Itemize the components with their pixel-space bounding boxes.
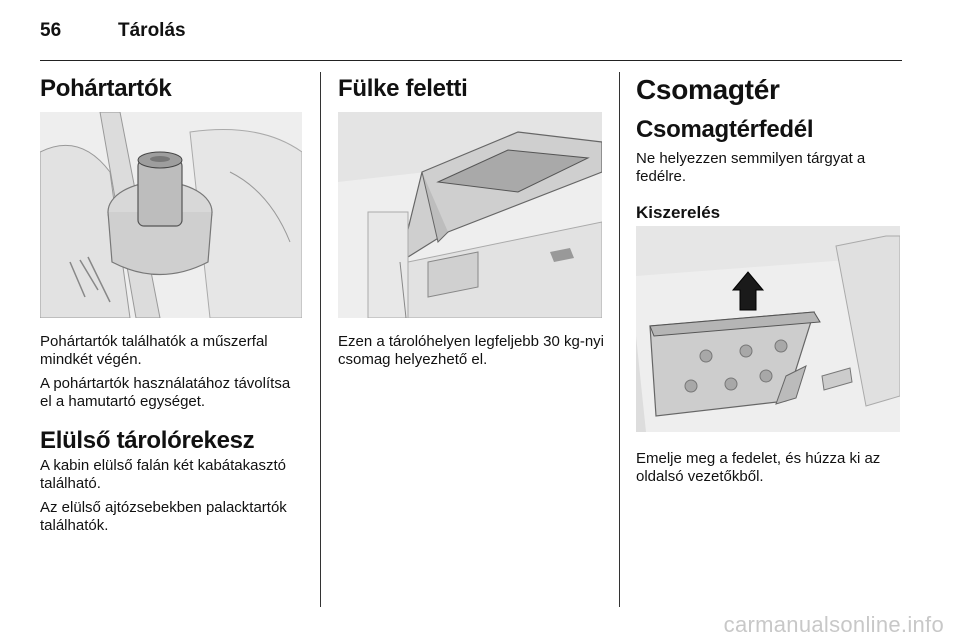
subsection-title-removal: Kiszerelés [636,203,721,222]
chapter-title: Tárolás [118,20,186,41]
paragraph: Az elülső ajtózsebekben palacktartók találhatók. [40,499,287,534]
column-luggage [636,72,902,224]
subsection-title-luggage-cover: Csomagtérfedél [636,116,814,143]
section-title-front-storage: Elülső tárolórekesz [40,427,255,454]
paragraph: A pohártartók használatához távolítsa el a hamutartó egységet. [40,375,291,410]
column-divider [320,72,321,607]
removal-text [636,450,902,486]
section-title-luggage: Csomagtér [636,74,780,105]
cup-holder-illustration [40,112,302,318]
paragraph: Ezen a tárolóhelyen legfeljebb 30 kg-nyi csomag helyezhető el. [338,333,605,368]
paragraph: Ne helyezzen semmilyen tárgyat a fedélre. [636,150,866,185]
column-cup-holders [40,72,304,106]
overhead-storage-text [338,333,604,369]
page-number: 56 [40,20,62,41]
section-title-overhead-storage: Fülke feletti [338,75,468,102]
overhead-storage-illustration [338,112,602,318]
paragraph: Pohártartók találhatók a műszerfal mindkét végén. [40,333,268,368]
paragraph: A kabin elülső falán két kabátakasztó található. [40,457,286,492]
column-divider [619,72,620,607]
section-title-cup-holders: Pohártartók [40,75,172,102]
luggage-cover-removal-illustration [636,226,900,432]
paragraph: Emelje meg a fedelet, és húzza ki az oldalsó vezetőkből. [636,450,881,485]
cup-holder-text [40,333,304,535]
page-header [40,20,902,61]
watermark: carmanualsonline.info [723,612,944,637]
